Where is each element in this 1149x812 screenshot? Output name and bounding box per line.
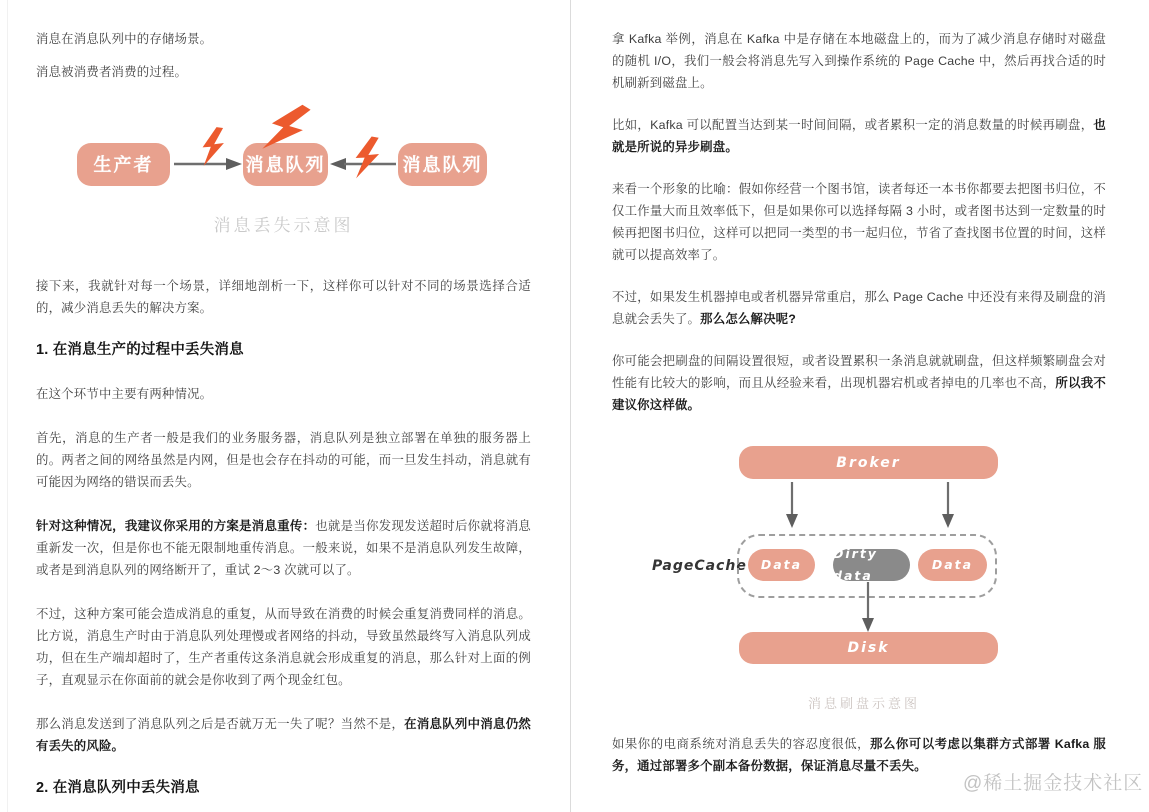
bold-text-run: 也就是所说的异步刷盘。	[612, 118, 1106, 154]
queue-node-center: 消息队列	[243, 143, 328, 186]
left-column	[36, 0, 531, 807]
paragraph	[612, 178, 1106, 266]
paragraph	[612, 350, 1106, 416]
text-run: 你可能会把刷盘的间隔设置很短，或者设置累积一条消息就就刷盘，但这样频繁刷盘会对性能有比较大的影响，而且从经验来看，出现机器宕机或者掉电的几率也不高，	[612, 354, 1106, 390]
down-arrow-icon	[860, 582, 876, 632]
text-run: 也就是当你发现发送超时后你就将消息重新发一次，但是你也不能无限制地重传消息。一般来说，如果不是消息队列发生故障，或者是到消息队列的网络断开了，重试 2～3 次就可以了。	[36, 519, 532, 577]
text-run: 首先，消息的生产者一般是我们的业务服务器，消息队列是独立部署在单独的服务器上的。两者之间的网络虽然是内网，但是也会存在抖动的可能，而一旦发生抖动，消息就有可能因为网络的错误而丢失。	[36, 431, 531, 489]
paragraph	[36, 603, 531, 691]
diagram-caption: 消息丢失示意图	[213, 216, 354, 235]
down-arrow-icon	[784, 482, 800, 528]
broker-node: Broker	[739, 446, 998, 479]
paragraph	[36, 713, 531, 757]
section-heading-1: 1. 在消息生产的过程中丢失消息	[36, 342, 244, 358]
bold-text-run: 那么怎么解决呢?	[700, 312, 797, 326]
disk-node: Disk	[739, 632, 998, 664]
text-run: 不过，如果发生机器掉电或者机器异常重启，那么 Page Cache 中还没有来得及刷盘的消息就会丢失了。	[612, 290, 1106, 326]
text-run: 如果你的电商系统对消息丢失的容忍度很低，	[612, 737, 871, 751]
column-divider	[570, 0, 571, 812]
paragraph	[612, 114, 1106, 158]
text-run: 不过，这种方案可能会造成消息的重复，从而导致在消费的时候会重复消费同样的消息。比方说，消息生产时由于消息队列处理慢或者网络的抖动，导致虽然最终写入消息队列成功，但在生产端却超时了，生产者重传这条消息就会形成重复的消息，那么针对上面的例子，直观显示在你面前的就会是你收到了两个现金红包。	[36, 607, 531, 687]
section-heading-2: 2. 在消息队列中丢失消息	[36, 780, 200, 796]
text-run: 比如，Kafka 可以配置当达到某一时间间隔，或者累积一定的消息数量的时候再刷盘，	[612, 118, 1094, 132]
bold-text-run: 那么你可以考虑以集群方式部署 Kafka 服务，通过部署多个副本备份数据，保证消息尽量不丢失。	[612, 737, 1106, 773]
queue-node-right: 消息队列	[398, 143, 487, 186]
intro-line-1: 消息在消息队列中的存储场景。	[36, 32, 213, 46]
message-flush-diagram	[612, 446, 1106, 726]
paragraph	[36, 515, 531, 581]
bold-text-run: 在消息队列中消息仍然有丢失的风险。	[36, 717, 531, 753]
page-left-border	[7, 0, 8, 812]
paragraph	[612, 28, 1106, 94]
data-node: Data	[918, 549, 987, 581]
paragraph	[36, 383, 531, 405]
producer-node: 生产者	[77, 143, 170, 186]
message-loss-diagram	[36, 101, 531, 253]
paragraph	[36, 275, 531, 319]
paragraph	[36, 427, 531, 493]
lightning-bolt-icon	[197, 108, 229, 186]
pagecache-label: PageCache	[652, 558, 747, 574]
intro-line-2: 消息被消费者消费的过程。	[36, 65, 188, 79]
data-node: Data	[748, 549, 815, 581]
paragraph	[612, 286, 1106, 330]
diagram-caption: 消息刷盘示意图	[807, 696, 920, 711]
down-arrow-icon	[940, 482, 956, 528]
lightning-bolt-icon	[350, 127, 384, 188]
text-run: 来看一个形象的比喻：假如你经营一个图书馆，读者每还一本书你都要去把图书归位，不仅工作量大而且效率低下，但是如果你可以选择每隔 3 小时，或者图书达到一定数量的时候再把图书归位，这样可以把同一类型的书一起归位，节省了查找图书位置的时间，这样就可以提高效率了。	[612, 182, 1106, 262]
juejin-watermark: @稀土掘金技术社区	[963, 773, 1144, 794]
text-run: 那么消息发送到了消息队列之后是否就万无一失了呢？当然不是，	[36, 717, 405, 731]
right-column	[612, 0, 1106, 777]
bold-text-run: 所以我不建议你这样做。	[612, 376, 1107, 412]
dirty-data-node: Dirty data	[833, 549, 910, 581]
bold-text-run: 针对这种情况，我建议你采用的方案是消息重传：	[36, 519, 316, 533]
text-run: 拿 Kafka 举例，消息在 Kafka 中是存储在本地磁盘上的，而为了减少消息存储时对磁盘的随机 I/O，我们一般会将消息先写入到操作系统的 Page Cache 中，然后再找合适的时机刷新到磁盘上。	[612, 32, 1106, 90]
text-run: 在这个环节中主要有两种情况。	[36, 387, 213, 401]
text-run: 接下来，我就针对每一个场景，详细地剖析一下，这样你可以针对不同的场景选择合适的，减少消息丢失的解决方案。	[36, 279, 531, 315]
